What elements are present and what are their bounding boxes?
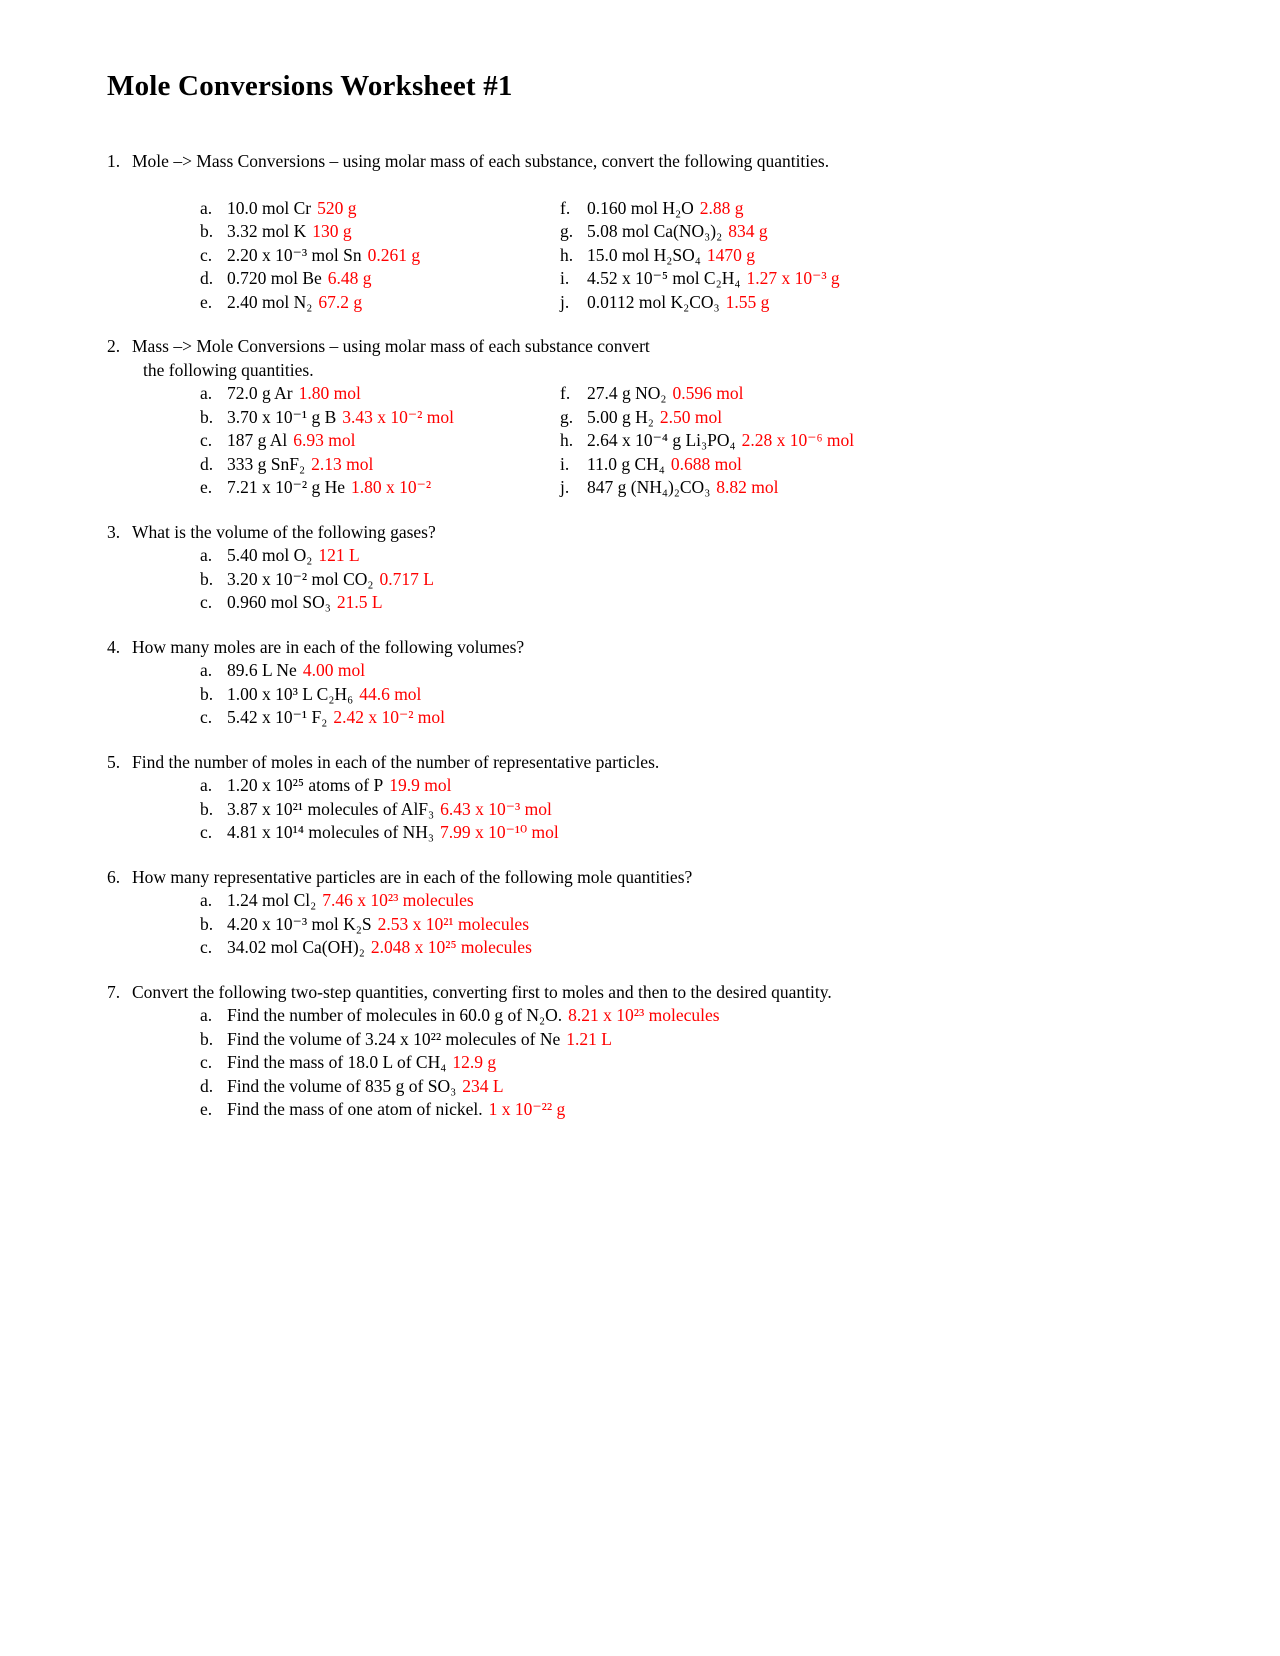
item-answer: 1.27 x 10⁻³ g: [746, 268, 840, 288]
section-7-items: [107, 1004, 1200, 1122]
item-answer: 7.46 x 10²³ molecules: [322, 890, 474, 910]
section-heading-text: What is the volume of the following gases?: [132, 521, 436, 542]
item-question: 3.87 x 10²¹ molecules of AlF₃: [227, 798, 435, 819]
section-4-items: [107, 659, 1200, 730]
item-letter: a.: [200, 890, 213, 910]
section-6-items: [107, 889, 1200, 960]
section-heading-text: Convert the following two-step quantities, converting first to moles and then to the desired quantity.: [132, 981, 832, 1002]
section-3-heading: [107, 521, 1200, 545]
item-question: 0.960 mol SO₃: [227, 592, 331, 612]
item-answer: 1.21 L: [566, 1028, 612, 1049]
item-1b: [200, 220, 560, 244]
section-heading-text: Mole –> Mass Conversions – using molar mass of each substance, convert the following quantities.: [132, 151, 830, 171]
item-answer: 121 L: [318, 545, 360, 565]
section-number: 7.: [107, 981, 121, 1002]
section-1: [107, 150, 1200, 314]
section-4-heading: [107, 636, 1200, 660]
item-letter: c.: [200, 430, 213, 450]
item-letter: e.: [200, 477, 213, 497]
item-answer: 0.261 g: [367, 244, 421, 265]
item-question: 847 g (NH₄)₂CO₃: [587, 477, 711, 497]
item-question: 3.70 x 10⁻¹ g B: [227, 406, 337, 427]
item-question: 72.0 g Ar: [227, 383, 293, 403]
item-letter: b.: [200, 406, 214, 427]
item-2f: [560, 382, 1200, 406]
section-7: [107, 981, 1200, 1122]
section-7-heading: [107, 981, 1200, 1005]
item-4a: [200, 659, 1200, 683]
item-2e: [200, 476, 560, 500]
section-number: 1.: [107, 151, 121, 171]
item-answer: 2.13 mol: [311, 453, 374, 474]
section-4: [107, 636, 1200, 730]
item-letter: d.: [200, 1075, 214, 1096]
item-question: 89.6 L Ne: [227, 660, 297, 680]
item-2i: [560, 453, 1200, 477]
item-answer: 2.42 x 10⁻² mol: [333, 707, 446, 727]
item-question: 4.20 x 10⁻³ mol K₂S: [227, 913, 372, 934]
item-letter: d.: [200, 268, 214, 288]
item-letter: j.: [560, 477, 570, 497]
item-question: 187 g Al: [227, 430, 288, 450]
item-question: 11.0 g CH₄: [587, 453, 665, 474]
section-number: 3.: [107, 521, 121, 542]
item-question: 10.0 mol Cr: [227, 197, 312, 218]
item-question: 0.720 mol Be: [227, 268, 322, 288]
item-answer: 21.5 L: [336, 592, 383, 612]
section-heading-text: Mass –> Mole Conversions – using molar mass of each substance convert: [132, 336, 650, 356]
item-answer: 1470 g: [706, 244, 755, 265]
item-letter: e.: [200, 1099, 213, 1119]
item-answer: 2.88 g: [699, 197, 744, 218]
item-2c: [200, 429, 560, 453]
section-2-heading: [107, 335, 1200, 359]
item-answer: 7.99 x 10⁻¹⁰ mol: [440, 822, 559, 842]
section-2-columns: [107, 382, 1200, 500]
item-answer: 1.80 mol: [298, 383, 361, 403]
item-letter: i.: [560, 453, 570, 474]
item-1a: [200, 197, 560, 221]
item-question: 0.160 mol H₂O: [587, 197, 694, 218]
section-3-items: [107, 544, 1200, 615]
item-answer: 44.6 mol: [359, 683, 422, 704]
item-2g: [560, 406, 1200, 430]
item-question: Find the volume of 835 g of SO₃: [227, 1075, 457, 1096]
item-answer: 1.55 g: [725, 291, 770, 312]
item-letter: e.: [200, 291, 213, 312]
item-letter: f.: [560, 383, 571, 403]
item-letter: h.: [560, 244, 574, 265]
section-number: 4.: [107, 636, 121, 657]
section-number: 6.: [107, 866, 121, 887]
item-answer: 8.21 x 10²³ molecules: [568, 1005, 720, 1025]
item-letter: a.: [200, 775, 213, 795]
item-answer: 1.80 x 10⁻²: [351, 477, 432, 497]
item-answer: 2.28 x 10⁻⁶ mol: [741, 430, 855, 450]
item-1g: [560, 220, 1200, 244]
item-letter: b.: [200, 1028, 214, 1049]
item-3b: [200, 568, 1200, 592]
item-answer: 0.596 mol: [672, 383, 744, 403]
item-question: 3.32 mol K: [227, 221, 307, 241]
item-letter: b.: [200, 568, 214, 589]
section-2-heading-line2: the following quantities.: [143, 359, 314, 380]
item-question: 1.00 x 10³ L C₂H₆: [227, 683, 354, 704]
item-question: 3.20 x 10⁻² mol CO₂: [227, 568, 374, 589]
item-question: 2.64 x 10⁻⁴ g Li₃PO₄: [587, 430, 736, 450]
item-letter: b.: [200, 798, 214, 819]
item-letter: a.: [200, 545, 213, 565]
item-2d: [200, 453, 560, 477]
item-question: 2.20 x 10⁻³ mol Sn: [227, 244, 362, 265]
item-answer: 234 L: [462, 1075, 504, 1096]
item-letter: b.: [200, 683, 214, 704]
item-question: Find the volume of 3.24 x 10²² molecules of Ne: [227, 1028, 561, 1049]
section-6-heading: [107, 866, 1200, 890]
section-5: [107, 751, 1200, 845]
item-question: 27.4 g NO₂: [587, 383, 667, 403]
section-heading-text: How many representative particles are in each of the following mole quantities?: [132, 866, 693, 887]
item-question: Find the mass of one atom of nickel.: [227, 1099, 483, 1119]
item-6b: [200, 913, 1200, 937]
item-letter: i.: [560, 268, 570, 288]
item-question: 7.21 x 10⁻² g He: [227, 477, 346, 497]
section-2-column-right: [560, 382, 1200, 500]
item-letter: a.: [200, 197, 213, 218]
item-question: 5.08 mol Ca(NO₃)₂: [587, 221, 723, 241]
item-question: 2.40 mol N₂: [227, 291, 313, 312]
item-letter: c.: [200, 937, 213, 957]
item-letter: g.: [560, 406, 574, 427]
sections-container: [107, 150, 1200, 1122]
item-2h: [560, 429, 1200, 453]
item-7b: [200, 1028, 1200, 1052]
item-2b: [200, 406, 560, 430]
section-2-column-left: [200, 382, 560, 500]
item-4b: [200, 683, 1200, 707]
item-6a: [200, 889, 1200, 913]
item-letter: c.: [200, 707, 213, 727]
item-question: 5.00 g H₂: [587, 406, 654, 427]
item-letter: c.: [200, 592, 213, 612]
item-letter: b.: [200, 221, 214, 241]
item-question: 1.24 mol Cl₂: [227, 890, 317, 910]
item-1j: [560, 291, 1200, 315]
item-question: 1.20 x 10²⁵ atoms of P: [227, 775, 384, 795]
item-letter: a.: [200, 383, 213, 403]
item-answer: 834 g: [728, 221, 768, 241]
item-answer: 2.53 x 10²¹ molecules: [377, 913, 530, 934]
item-answer: 8.82 mol: [716, 477, 779, 497]
item-7e: [200, 1098, 1200, 1122]
item-1e: [200, 291, 560, 315]
item-2j: [560, 476, 1200, 500]
item-letter: c.: [200, 822, 213, 842]
item-letter: h.: [560, 430, 574, 450]
section-2: [107, 335, 1200, 500]
item-6c: [200, 936, 1200, 960]
item-answer: 520 g: [317, 197, 357, 218]
item-5b: [200, 798, 1200, 822]
item-letter: j.: [560, 291, 570, 312]
item-letter: a.: [200, 1005, 213, 1025]
item-letter: b.: [200, 913, 214, 934]
item-1d: [200, 267, 560, 291]
section-number: 5.: [107, 751, 121, 772]
item-1h: [560, 244, 1200, 268]
item-answer: 3.43 x 10⁻² mol: [342, 406, 454, 427]
item-question: 5.42 x 10⁻¹ F₂: [227, 707, 328, 727]
item-letter: g.: [560, 221, 574, 241]
item-question: 5.40 mol O₂: [227, 545, 313, 565]
item-answer: 0.717 L: [379, 568, 434, 589]
section-heading-text: Find the number of moles in each of the number of representative particles.: [132, 751, 660, 772]
item-answer: 6.48 g: [327, 268, 372, 288]
item-question: 15.0 mol H₂SO₄: [587, 244, 701, 265]
item-answer: 6.43 x 10⁻³ mol: [440, 798, 552, 819]
item-question: 4.52 x 10⁻⁵ mol C₂H₄: [587, 268, 741, 288]
item-question: Find the number of molecules in 60.0 g of N₂O.: [227, 1005, 563, 1025]
item-5c: [200, 821, 1200, 845]
item-1i: [560, 267, 1200, 291]
section-number: 2.: [107, 336, 121, 356]
item-answer: 2.048 x 10²⁵ molecules: [370, 937, 532, 957]
section-1-columns: [107, 197, 1200, 315]
item-1f: [560, 197, 1200, 221]
item-letter: f.: [560, 197, 571, 218]
item-answer: 1 x 10⁻²² g: [488, 1099, 566, 1119]
item-7c: [200, 1051, 1200, 1075]
item-2a: [200, 382, 560, 406]
item-4c: [200, 706, 1200, 730]
item-answer: 2.50 mol: [659, 406, 723, 427]
section-1-column-right: [560, 197, 1200, 315]
item-letter: c.: [200, 1052, 213, 1072]
item-letter: a.: [200, 660, 213, 680]
item-answer: 0.688 mol: [670, 453, 742, 474]
item-answer: 4.00 mol: [302, 660, 366, 680]
item-question: 333 g SnF₂: [227, 453, 306, 474]
item-answer: 6.93 mol: [293, 430, 356, 450]
section-heading-text: How many moles are in each of the following volumes?: [132, 636, 525, 657]
section-3: [107, 521, 1200, 615]
item-3c: [200, 591, 1200, 615]
page-title: Mole Conversions Worksheet #1: [107, 70, 513, 102]
item-1c: [200, 244, 560, 268]
item-question: 34.02 mol Ca(OH)₂: [227, 937, 365, 957]
section-6: [107, 866, 1200, 960]
item-7d: [200, 1075, 1200, 1099]
item-answer: 19.9 mol: [389, 775, 452, 795]
section-1-heading: [107, 150, 1200, 174]
item-question: Find the mass of 18.0 L of CH₄: [227, 1052, 447, 1072]
item-answer: 130 g: [312, 221, 352, 241]
item-question: 4.81 x 10¹⁴ molecules of NH₃: [227, 822, 435, 842]
item-5a: [200, 774, 1200, 798]
item-question: 0.0112 mol K₂CO₃: [587, 291, 720, 312]
section-1-column-left: [200, 197, 560, 315]
section-5-items: [107, 774, 1200, 845]
item-letter: d.: [200, 453, 214, 474]
section-5-heading: [107, 751, 1200, 775]
item-3a: [200, 544, 1200, 568]
item-answer: 12.9 g: [452, 1052, 497, 1072]
item-letter: c.: [200, 244, 213, 265]
item-7a: [200, 1004, 1200, 1028]
item-answer: 67.2 g: [318, 291, 363, 312]
